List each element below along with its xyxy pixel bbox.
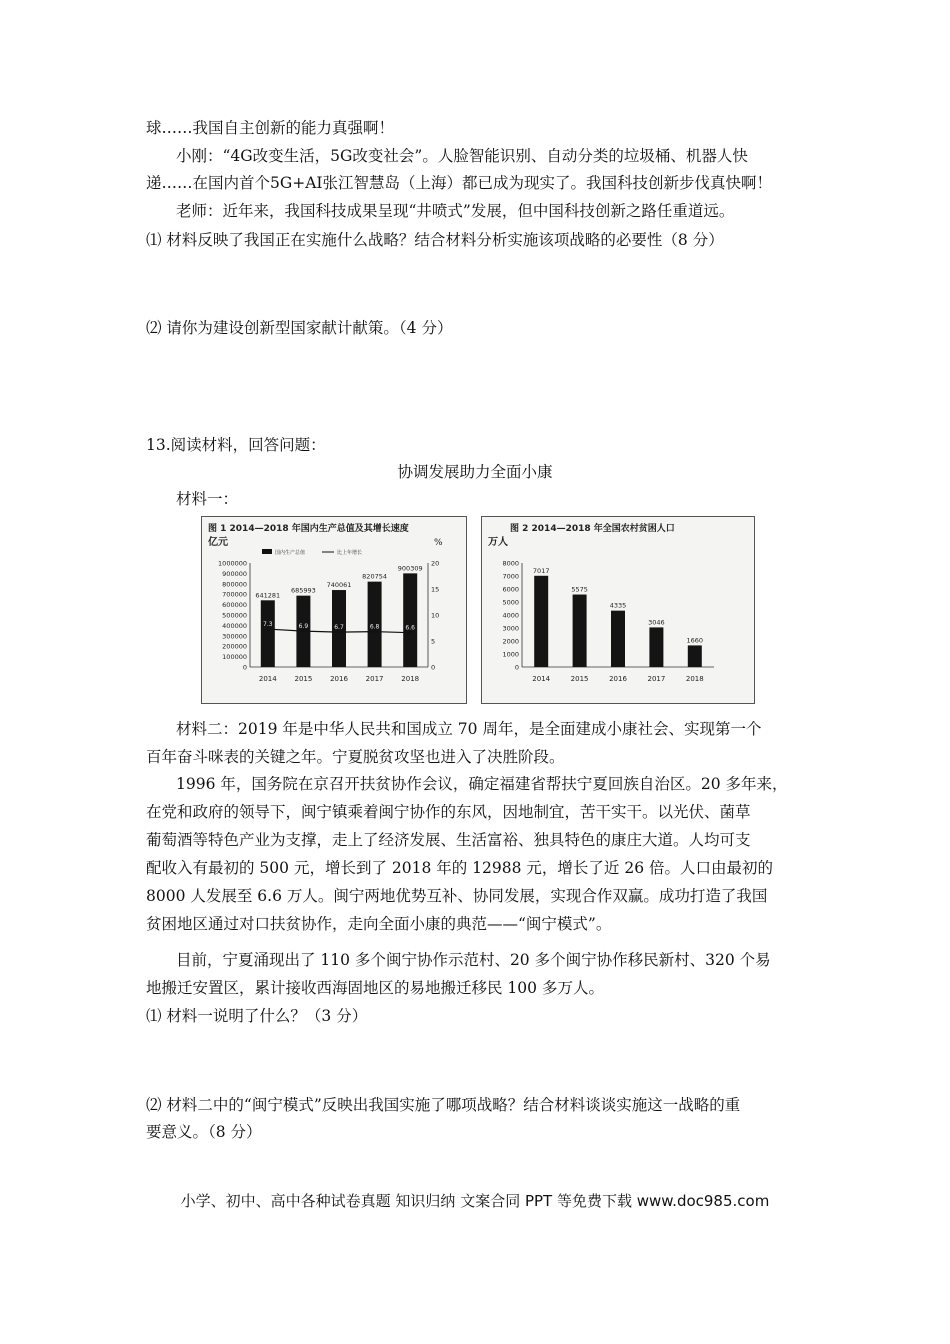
y2-axis-label: % xyxy=(434,538,443,548)
y2-tick-label: 0 xyxy=(431,663,436,672)
legend-swatch-gdp xyxy=(262,549,272,554)
y-tick-label: 8000 xyxy=(502,559,519,568)
y-tick-label: 100000 xyxy=(222,653,247,662)
poverty-chart xyxy=(481,516,755,704)
y-tick-label: 800000 xyxy=(222,580,247,589)
footer-ad: 小学、初中、高中各种试卷真题 知识归纳 文案合同 PPT 等免费下载 www.doc985.com xyxy=(180,1192,770,1210)
question-2: ⑵ 请你为建设创新型国家献计献策。（4 分） xyxy=(146,319,453,337)
y-tick-label: 3000 xyxy=(502,624,519,633)
growth-value-label: 7.3 xyxy=(263,621,273,629)
y-tick-label: 400000 xyxy=(222,621,247,630)
legend-label-growth: 比上年增长 xyxy=(337,550,363,556)
y2-tick-label: 5 xyxy=(431,637,436,646)
text-line: 百年奋斗咪表的关键之年。宁夏脱贫攻坚也进入了决胜阶段。 xyxy=(146,748,565,766)
text-line: 8000 人发展至 6.6 万人。闽宁两地优势互补、协同发展，实现合作双赢。成功打造了我国 xyxy=(146,887,768,905)
x-tick-label: 2014 xyxy=(258,675,277,683)
poverty-chart-svg xyxy=(482,517,754,703)
bar-value-label: 685993 xyxy=(290,586,316,595)
bar-poverty xyxy=(534,576,548,667)
x-tick-label: 2018 xyxy=(685,675,704,683)
y-tick-label: 900000 xyxy=(222,569,247,578)
text-line: 1996 年，国务院在京召开扶贫协作会议，确定福建省帮扶宁夏回族自治区。20 多年来， xyxy=(176,775,788,793)
bar-poverty xyxy=(611,611,625,667)
text-line: 配收入有最初的 500 元，增长到了 2018 年的 12988 元，增长了近 26 倍。人口由最初的 xyxy=(146,859,773,877)
y-tick-label: 6000 xyxy=(502,585,519,594)
y2-tick-label: 15 xyxy=(431,585,440,594)
y-axis-label: 亿元 xyxy=(208,537,228,548)
y-tick-label: 0 xyxy=(242,663,247,672)
chart-title: 图 2 2014—2018 年全国农村贫困人口 xyxy=(510,524,675,534)
y-axis-label: 万人 xyxy=(488,537,508,548)
x-tick-label: 2015 xyxy=(570,675,589,683)
bar-value-label: 3046 xyxy=(648,618,665,627)
bar-value-label: 1660 xyxy=(686,636,704,645)
growth-value-label: 6.8 xyxy=(369,623,380,631)
material-one-label: 材料一： xyxy=(176,490,239,508)
y-tick-label: 600000 xyxy=(222,601,247,610)
x-tick-label: 2014 xyxy=(532,675,551,683)
y-tick-label: 200000 xyxy=(222,642,247,651)
bar-value-label: 820754 xyxy=(362,572,388,581)
text-line: 在党和政府的领导下，闽宁镇乘着闽宁协作的东风，因地制宜，苦干实干。以光伏、菌草 xyxy=(146,803,751,821)
y2-tick-label: 10 xyxy=(431,611,440,620)
text-line: 要意义。（8 分） xyxy=(146,1123,262,1141)
bar-gdp xyxy=(403,573,417,667)
text-line: 目前，宁夏涌现出了 110 多个闽宁协作示范村、20 多个闽宁协作移民新村、320 个易 xyxy=(176,951,771,969)
growth-value-label: 6.9 xyxy=(298,623,309,631)
y-tick-label: 1000 xyxy=(502,650,519,659)
bar-value-label: 5575 xyxy=(571,585,588,594)
x-tick-label: 2015 xyxy=(294,675,313,683)
gdp-chart xyxy=(201,516,467,704)
text-line: 递……在国内首个5G+AI张江智慧岛（上海）都已成为现实了。我国科技创新步伐真快啊！ xyxy=(146,174,773,192)
y-tick-label: 0 xyxy=(514,663,519,672)
y-tick-label: 300000 xyxy=(222,632,247,641)
text-line: 老师：近年来，我国科技成果呈现“井喷式”发展，但中国科技创新之路任重道远。 xyxy=(176,202,735,220)
text-line: 贫困地区通过对口扶贫协作，走向全面小康的典范——“闽宁模式”。 xyxy=(146,915,612,933)
bar-value-label: 740061 xyxy=(326,581,352,590)
x-tick-label: 2016 xyxy=(609,675,627,683)
y-tick-label: 4000 xyxy=(502,611,519,620)
y-tick-label: 7000 xyxy=(502,572,519,581)
bar-poverty xyxy=(573,595,587,667)
bar-value-label: 641281 xyxy=(255,591,281,600)
question-1: ⑴ 材料反映了我国正在实施什么战略？结合材料分析实施该项战略的必要性（8 分） xyxy=(146,231,724,249)
text-line: 地搬迁安置区，累计接收西海固地区的易地搬迁移民 100 多万人。 xyxy=(146,979,604,997)
x-tick-label: 2017 xyxy=(365,675,384,683)
bar-poverty xyxy=(688,645,702,667)
question-13-1: ⑴ 材料一说明了什么？（3 分） xyxy=(146,1007,368,1025)
bar-value-label: 900309 xyxy=(397,564,423,573)
y-tick-label: 2000 xyxy=(502,637,519,646)
legend-label-gdp: 国内生产总值 xyxy=(275,550,306,556)
bar-value-label: 7017 xyxy=(532,566,550,575)
text-line: 材料二：2019 年是中华人民共和国成立 70 周年，是全面建成小康社会、实现第一个 xyxy=(176,720,762,738)
question-13-2: ⑵ 材料二中的“闽宁模式”反映出我国实施了哪项战略？结合材料谈谈实施这一战略的重 xyxy=(146,1096,741,1114)
x-tick-label: 2016 xyxy=(330,675,348,683)
gdp-chart-svg xyxy=(202,517,466,703)
material-title: 协调发展助力全面小康 xyxy=(397,463,553,481)
growth-value-label: 6.6 xyxy=(405,624,415,632)
y-tick-label: 700000 xyxy=(222,590,247,599)
text-line: 球……我国自主创新的能力真强啊！ xyxy=(146,119,395,137)
x-tick-label: 2018 xyxy=(401,675,420,683)
x-tick-label: 2017 xyxy=(647,675,666,683)
growth-value-label: 6.7 xyxy=(334,624,344,632)
chart-title: 图 1 2014—2018 年国内生产总值及其增长速度 xyxy=(208,524,409,534)
text-line: 小刚：“4G改变生活，5G改变社会”。人脸智能识别、自动分类的垃圾桶、机器人快 xyxy=(176,147,748,165)
bar-value-label: 4335 xyxy=(609,601,627,610)
y-tick-label: 1000000 xyxy=(218,559,247,568)
bar-gdp xyxy=(261,600,275,667)
y-tick-label: 500000 xyxy=(222,611,247,620)
text-line: 葡萄酒等特色产业为支撑，走上了经济发展、生活富裕、独具特色的康庄大道。人均可支 xyxy=(146,831,751,849)
y2-tick-label: 20 xyxy=(431,559,440,568)
bar-poverty xyxy=(649,627,663,667)
y-tick-label: 5000 xyxy=(502,598,519,607)
question-13-heading: 13.阅读材料，回答问题： xyxy=(146,436,326,454)
